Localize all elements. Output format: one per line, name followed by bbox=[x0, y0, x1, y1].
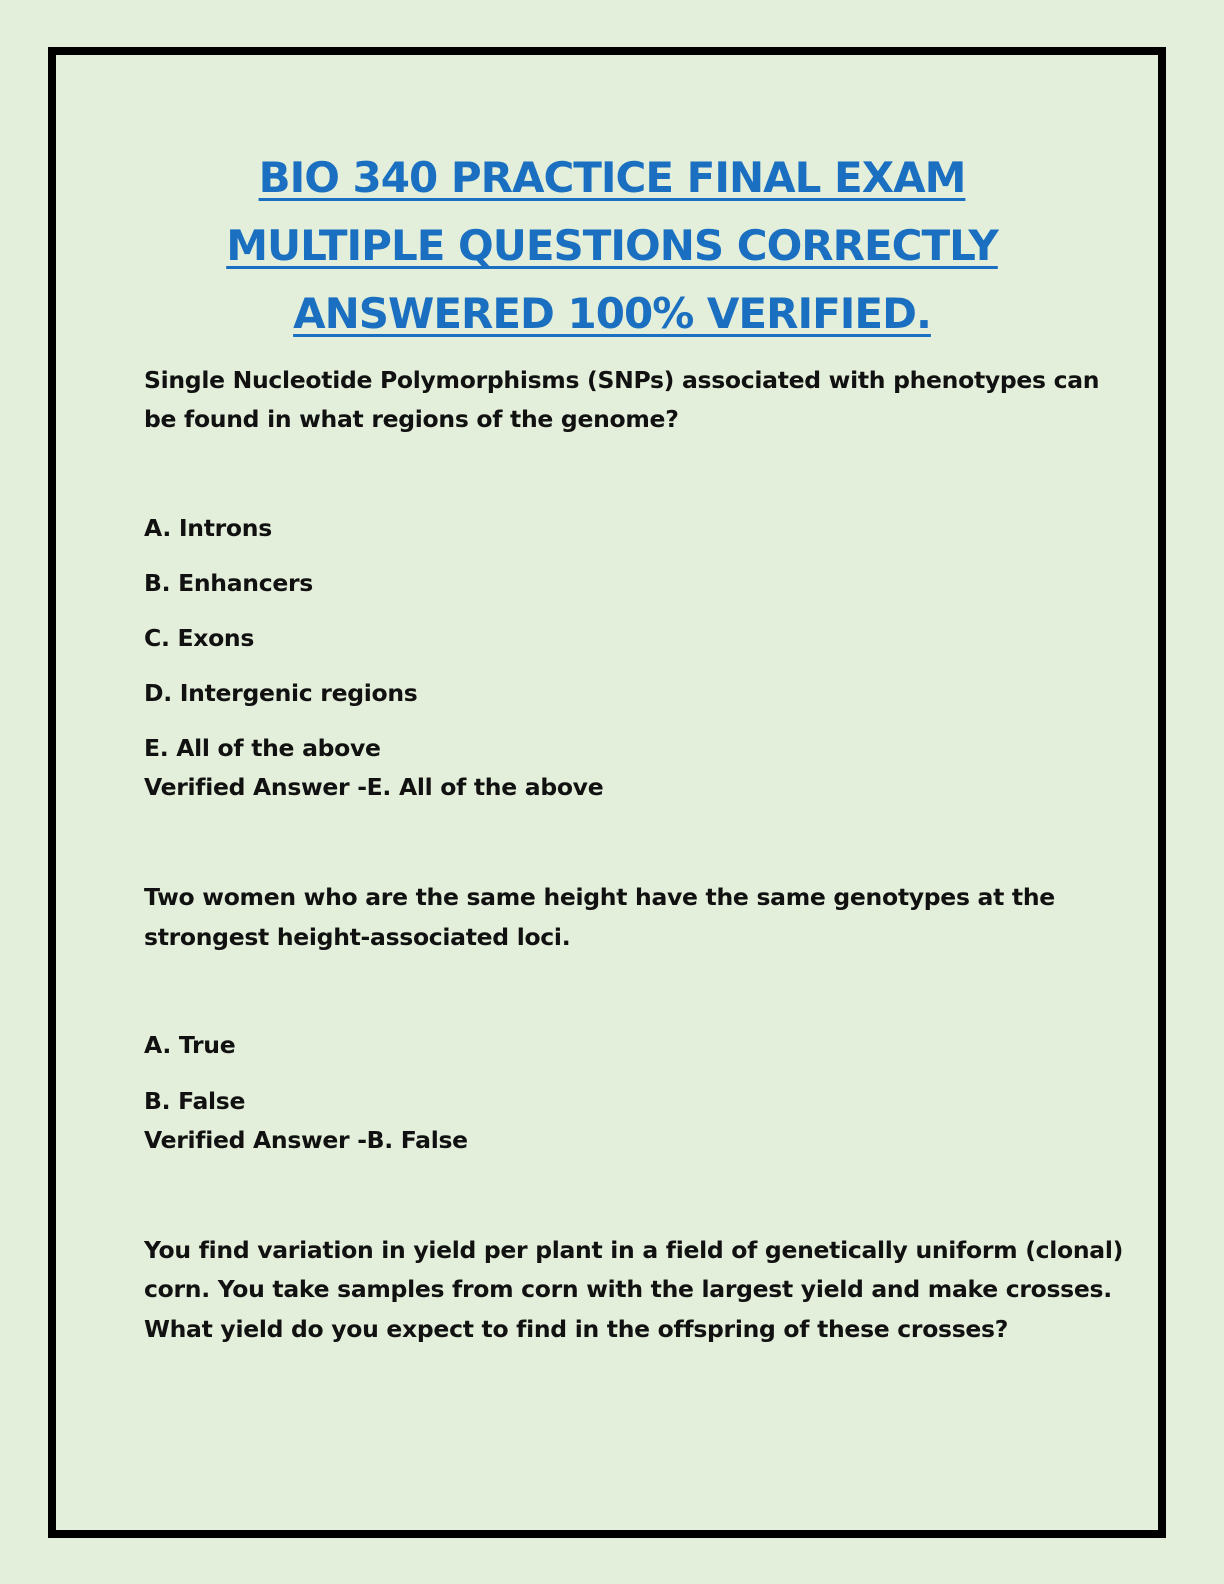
question-3-text-line-2: corn. You take samples from corn with the largest yield and make crosses. bbox=[144, 1275, 1112, 1303]
question-3-text-line-1: You find variation in yield per plant in a field of genetically uniform (clonal) bbox=[144, 1236, 1124, 1264]
question-2-verified-answer: Verified Answer -B. False bbox=[144, 1126, 468, 1154]
question-2-text-line-1: Two women who are the same height have the same genotypes at the bbox=[144, 883, 1055, 911]
question-1-option-c: C. Exons bbox=[144, 624, 255, 652]
question-1-option-a: A. Introns bbox=[144, 514, 272, 542]
question-2-option-a: A. True bbox=[144, 1031, 236, 1059]
question-2-text-line-2: strongest height-associated loci. bbox=[144, 923, 571, 951]
question-1-verified-answer: Verified Answer -E. All of the above bbox=[144, 773, 604, 801]
question-1-option-e: E. All of the above bbox=[144, 734, 381, 762]
question-1-text-line-1: Single Nucleotide Polymorphisms (SNPs) associated with phenotypes can bbox=[144, 366, 1100, 394]
question-3-text-line-3: What yield do you expect to find in the offspring of these crosses? bbox=[144, 1315, 1009, 1343]
question-2-option-b: B. False bbox=[144, 1087, 246, 1115]
document-title: BIO 340 PRACTICE FINAL EXAM MULTIPLE QUESTIONS CORRECTLY ANSWERED 100% VERIFIED. bbox=[226, 153, 998, 338]
question-1-option-b: B. Enhancers bbox=[144, 569, 313, 597]
question-1-text-line-2: be found in what regions of the genome? bbox=[144, 405, 679, 433]
question-1-option-d: D. Intergenic regions bbox=[144, 679, 418, 707]
